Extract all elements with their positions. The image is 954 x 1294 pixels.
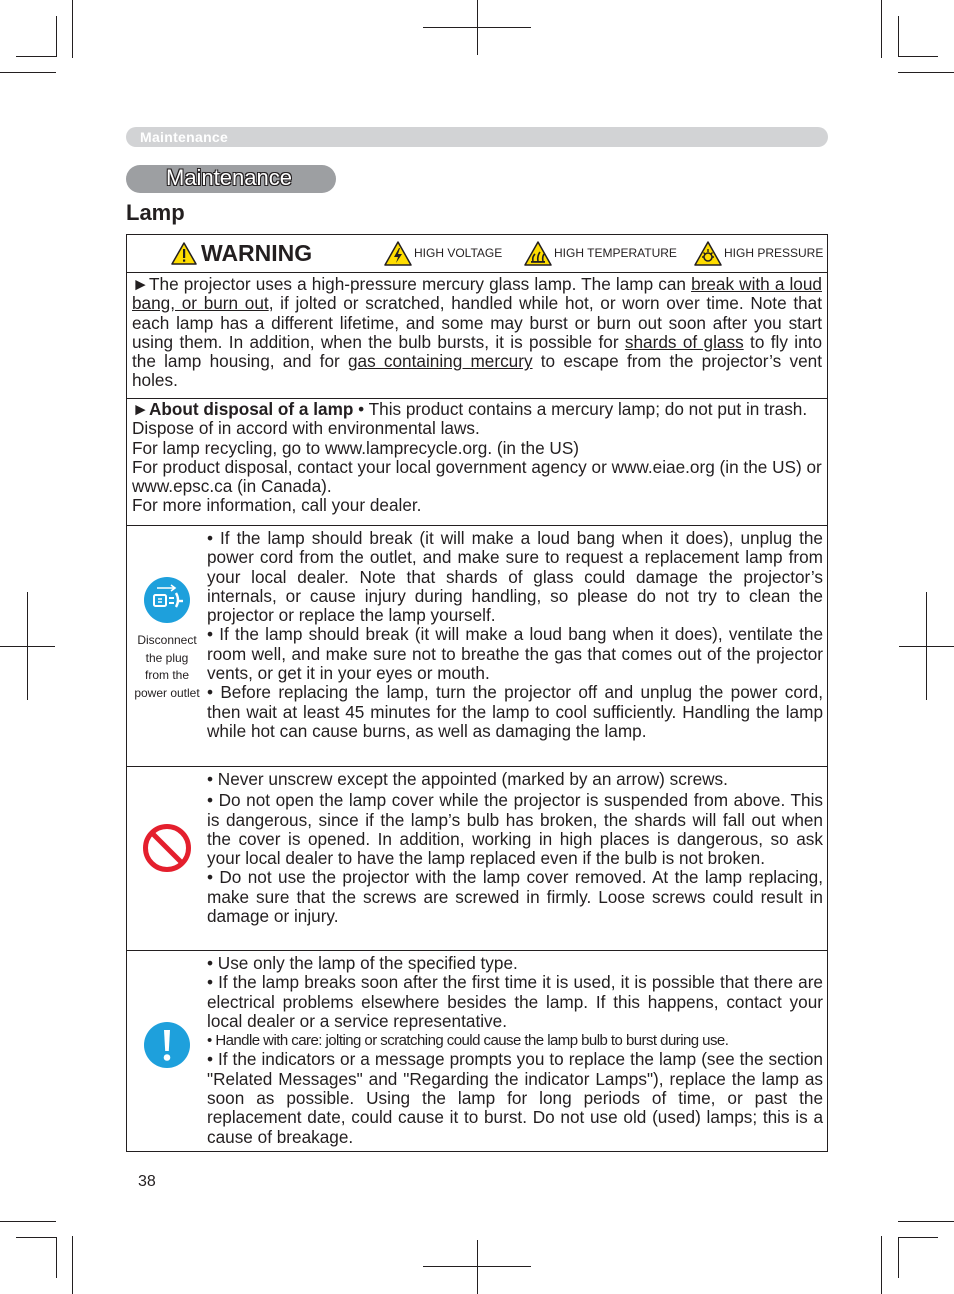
warning-label: WARNING (201, 240, 313, 266)
unplug-icon-caption: Disconnect the plug from the power outlet (134, 633, 200, 700)
para-text: to fly into the lamp housing, and for (132, 331, 823, 372)
caution-item: • Handle with care: jolting or scratching could cause the lamp bulb to burst during use. (207, 1032, 729, 1050)
prohibit-section (127, 766, 827, 950)
unplug-item: • If the lamp should break (it will make a loud bang when it does), ventilate the room well, and make sure not to breathe the gas that comes out of the projector vents, or get it in your eyes or mouth. (207, 624, 823, 684)
warning-header-row (127, 235, 827, 273)
caution-items (207, 954, 823, 1147)
underlined-text: break with a loud bang, or burn out (132, 274, 822, 314)
hazard-high-pressure-label: HIGH PRESSURE (724, 246, 824, 260)
unplug-item: • Before replacing the lamp, turn the projector off and unplug the power cord, then wait at least 45 minutes for the lamp to cool sufficiently. Handling the lamp while hot can cause burns, as well as damaging the lamp. (207, 682, 823, 741)
disposal-section (127, 398, 827, 525)
high-temperature-icon (524, 241, 552, 266)
disposal-heading: ►About disposal of a lamp (132, 399, 354, 419)
disposal-line: • This product contains a mercury lamp; do not put in trash. Dispose of in accord with environmental laws. (132, 399, 808, 439)
prohibit-item: • Do not open the lamp cover while the projector is suspended from above. This is dangerous, since if the lamp’s bulb has broken, the shards will fall out when the cover is opened. In addition, working in high places is dangerous, so ask your local dealer to have the lamp replaced even if the bulb is not broken. (207, 790, 823, 869)
caution-item: • If the indicators or a message prompts you to replace the lamp (see the section "Related Messages" and "Regarding the indicator Lamps"), replace the lamp as soon as possible. Using the lamp for long periods of time, or past the replacement date, could cause it to burst. Do not use old (used) lamps; this is a cause of breakage. (207, 1049, 823, 1147)
unplug-section (127, 525, 827, 766)
warning-box (126, 234, 828, 1152)
high-voltage-icon (384, 241, 412, 266)
header-bar (126, 127, 828, 147)
warning-triangle-icon (171, 242, 197, 265)
caution-item: • Use only the lamp of the specified type. (207, 953, 518, 973)
disposal-line: For more information, call your dealer. (132, 495, 422, 516)
caution-section (127, 950, 827, 1151)
underlined-text: shards of glass (624, 331, 744, 352)
lamp-description-section (127, 272, 827, 398)
prohibit-item: • Never unscrew except the appointed (marked by an arrow) screws. (207, 769, 728, 789)
unplug-icon (143, 576, 191, 624)
para-text: to escape from the projector’s vent holes. (132, 351, 822, 391)
high-pressure-icon (694, 241, 722, 266)
section-pill (126, 165, 336, 193)
para-text: ►The projector uses a high-pressure mercury glass lamp. The lamp can (132, 274, 692, 294)
unplug-item: • If the lamp should break (it will make a loud bang when it does), unplug the power cord from the outlet, and make sure to request a replacement lamp from your local dealer. Note that shards of glass could damage the projector’s internals, or cause injury during handling, so please do not try to clean the projector or replace the lamp yourself. (207, 528, 823, 626)
prohibit-items (207, 770, 823, 926)
disposal-line: For product disposal, contact your local government agency or www.eiae.org (in the US) or www.epsc.ca (in Canada). (132, 456, 822, 497)
prohibit-item: • Do not use the projector with the lamp cover removed. At the lamp replacing, make sure that the screws are screwed in firmly. Loose screws could result in damage or injury. (207, 867, 823, 927)
para-text: , if jolted or scratched, handled while hot, or worn over time. Note that each lamp has a different lifetime, and some may burst or burn out soon after you start using them. In addition, when the bulb bursts, it is possible for (132, 293, 822, 352)
lamp-description-text (132, 275, 822, 391)
page-title: Lamp (126, 200, 185, 225)
unplug-icon-column (127, 576, 207, 702)
header-section-label: Maintenance (140, 129, 229, 145)
disposal-text (132, 400, 822, 516)
prohibit-icon (142, 823, 192, 873)
underlined-text: gas containing mercury (347, 351, 533, 372)
caution-icon-column (127, 1021, 207, 1074)
page-number: 38 (138, 1173, 156, 1190)
caution-item: • If the lamp breaks soon after the first time it is used, it is possible that there are electrical problems elsewhere besides the lamp. If this happens, contact your local dealer or a service representative. (207, 972, 823, 1031)
unplug-items (207, 529, 823, 741)
hazard-high-voltage-label: HIGH VOLTAGE (414, 246, 503, 260)
section-pill-label: Maintenance (166, 165, 292, 190)
exclamation-icon (143, 1021, 191, 1069)
hazard-high-temperature-label: HIGH TEMPERATURE (554, 246, 677, 260)
disposal-line: For lamp recycling, go to www.lamprecycle.org. (in the US) (132, 437, 580, 458)
prohibit-icon-column (127, 823, 207, 878)
